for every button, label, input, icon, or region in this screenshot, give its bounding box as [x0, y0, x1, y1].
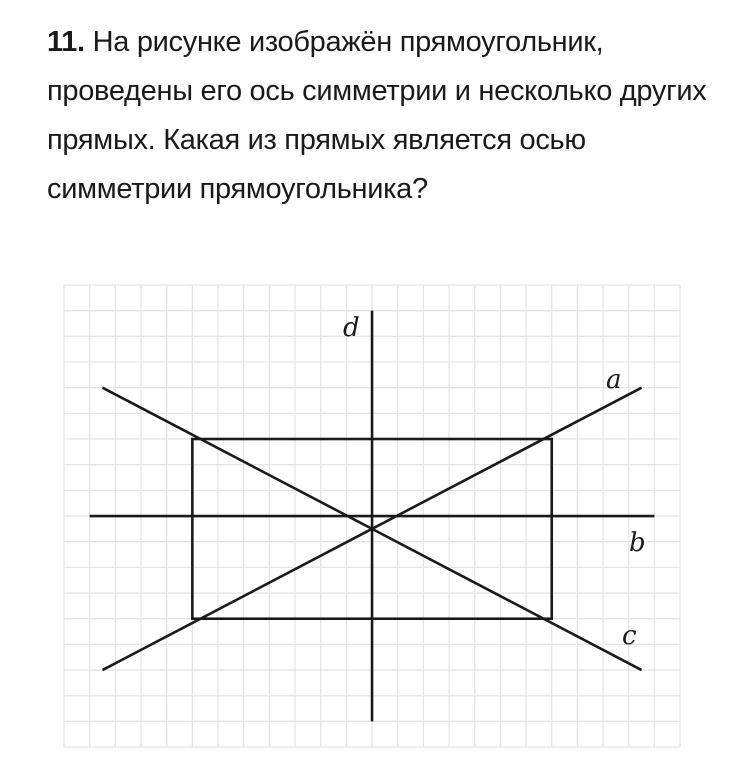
label-c: c: [622, 621, 637, 651]
shapes: [90, 311, 655, 722]
task-question: На рисунке изображён прямоугольник, проведены его ось симметрии и несколько других прямых. Какая из прямых является осью симметрии прямоугольника?: [47, 26, 707, 205]
label-d: d: [343, 313, 360, 343]
label-a: a: [606, 365, 622, 395]
task-number: 11.: [47, 26, 85, 58]
label-b: b: [629, 528, 646, 558]
